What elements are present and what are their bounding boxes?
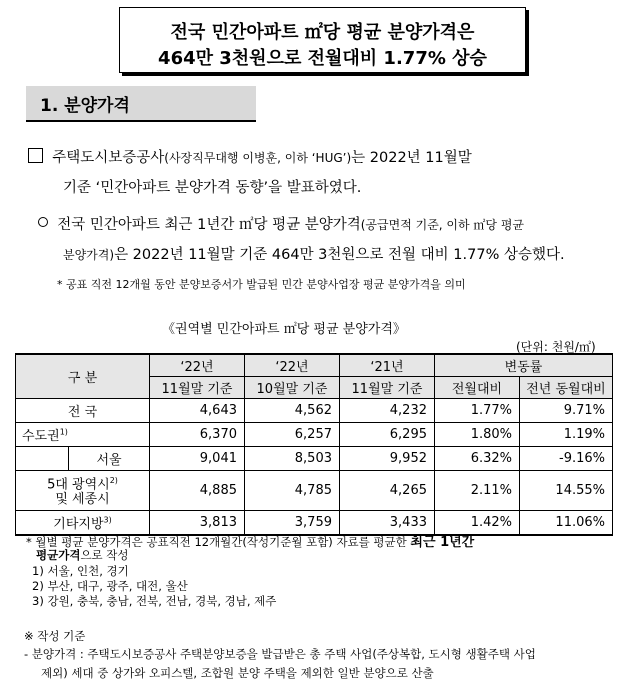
- circle-bullet-icon: [38, 217, 48, 227]
- cell-value: 3,433: [340, 511, 435, 536]
- section-heading: [26, 86, 256, 122]
- cell-value: 3,813: [150, 511, 245, 536]
- cell-value: 4,643: [150, 399, 245, 423]
- header-change: 변동률: [435, 354, 613, 377]
- table-row: [16, 399, 613, 423]
- footnote-main-d: 으로 작성: [80, 548, 129, 562]
- footnote-1: 1) 서울, 인천, 경기: [32, 564, 129, 578]
- header-category: 구 분: [16, 354, 150, 399]
- para1-tail: 는 2022년 11월말: [351, 150, 472, 166]
- header-col3-top: ‘21년: [340, 354, 435, 377]
- row-label-line2: 및 세종시: [55, 491, 110, 507]
- para2-tail: 은 2022년 11월말 기준 464만 3천원으로 전월 대비 1.77% 상승했다.: [114, 247, 565, 263]
- row-label-text: 기타지방: [53, 517, 104, 532]
- header-col3-bottom: 11월말 기준: [340, 377, 435, 399]
- cell-value: 2.11%: [435, 471, 520, 511]
- cell-value: 4,232: [340, 399, 435, 423]
- cell-value: 4,562: [245, 399, 340, 423]
- paragraph-2-line-1: [38, 213, 524, 234]
- cell-value: 6,295: [340, 423, 435, 447]
- row-label-line1: 5대 광역시: [47, 477, 110, 493]
- table-row: [16, 471, 613, 511]
- criteria-line-2: 제외) 세대 중 상가와 오피스텔, 조합원 분양 주택을 제외한 일반 분양으로 산출: [41, 666, 434, 680]
- price-table: [15, 353, 613, 536]
- para2-main: 전국 민간아파트 최근 1년간 ㎡당 평균 분양가격: [57, 217, 361, 233]
- cell-value: 3,759: [245, 511, 340, 536]
- para1-paren: (사장직무대행 이병훈, 이하 ‘HUG’): [164, 151, 352, 165]
- cell-value: 4,885: [150, 471, 245, 511]
- cell-value: 4,265: [340, 471, 435, 511]
- row-indent: [16, 447, 69, 471]
- cell-value: 6,257: [245, 423, 340, 447]
- cell-value: 11.06%: [520, 511, 613, 536]
- criteria-heading: ※ 작성 기준: [24, 629, 86, 643]
- cell-value: 8,503: [245, 447, 340, 471]
- cell-value: 9,041: [150, 447, 245, 471]
- para1-main: 주택도시보증공사: [52, 150, 165, 166]
- table-row: [16, 423, 613, 447]
- table-caption: 《권역별 민간아파트 ㎡당 평균 분양가격》: [162, 322, 406, 337]
- header-col1-top: ‘22년: [150, 354, 245, 377]
- cell-value: 14.55%: [520, 471, 613, 511]
- cell-value: 6,370: [150, 423, 245, 447]
- row-label: 서울: [69, 447, 150, 471]
- cell-value: 1.77%: [435, 399, 520, 423]
- header-col2-top: ‘22년: [245, 354, 340, 377]
- row-label: 전 국: [16, 399, 150, 423]
- header-col1-bottom: 11월말 기준: [150, 377, 245, 399]
- cell-value: 1.80%: [435, 423, 520, 447]
- footnote-3: 3) 강원, 충북, 충남, 전북, 전남, 경북, 경남, 제주: [32, 594, 277, 608]
- paragraph-2-line-2: [63, 243, 565, 264]
- paragraph-1-line-1: [28, 146, 472, 167]
- row-label: [16, 423, 150, 447]
- cell-value: 9.71%: [520, 399, 613, 423]
- cell-value: 4,785: [245, 471, 340, 511]
- header-change-mom: 전월대비: [435, 377, 520, 399]
- row-label-sup: 1): [59, 427, 68, 437]
- criteria-line-1: - 분양가격 : 주택도시보증공사 주택분양보증을 발급받은 총 주택 사업(주상복합, 도시형 생활주택 사업: [24, 647, 536, 661]
- cell-value: 1.42%: [435, 511, 520, 536]
- row-label-sup: 3): [103, 515, 112, 525]
- section-heading-text: 1. 분양가격: [40, 96, 130, 116]
- title-line-1: 전국 민간아파트 ㎡당 평균 분양가격은: [170, 22, 475, 43]
- paragraph-1-line-2: 기준 ‘민간아파트 분양가격 동향’을 발표하였다.: [63, 180, 362, 196]
- cell-value: 1.19%: [520, 423, 613, 447]
- title-box: [119, 7, 526, 73]
- header-col2-bottom: 10월말 기준: [245, 377, 340, 399]
- cell-value: 9,952: [340, 447, 435, 471]
- asterisk-note: * 공표 직전 12개월 동안 분양보증서가 발급된 민간 분양사업장 평균 분양가격을 의미: [57, 278, 466, 291]
- footnote-main-a: * 월별 평균 분양가격은 공표직전 12개월간(작성기준월 포함) 자료를 평균한: [26, 535, 411, 549]
- row-label-sup: 2): [109, 476, 118, 486]
- row-label: [16, 471, 150, 511]
- square-bullet-icon: [28, 148, 43, 163]
- title-line-2: 464만 3천원으로 전월대비 1.77% 상승: [158, 48, 487, 69]
- cell-value: 6.32%: [435, 447, 520, 471]
- table-unit: (단위: 천원/㎡): [516, 340, 596, 354]
- footnote-main-bold: 최근 1년간: [410, 535, 475, 550]
- para2-paren: (공급면적 기준, 이하 ㎡당 평균: [360, 218, 525, 232]
- table-row: [16, 447, 613, 471]
- footnote-2: 2) 부산, 대구, 광주, 대전, 울산: [32, 579, 188, 593]
- row-label-text: 수도권: [22, 429, 60, 444]
- footnote-main-2: [36, 547, 129, 563]
- footnote-main-bold-2: 평균가격: [36, 548, 81, 562]
- cell-value: -9.16%: [520, 447, 613, 471]
- para2-paren-2: 분양가격): [63, 248, 115, 262]
- header-change-yoy: 전년 동월대비: [520, 377, 613, 399]
